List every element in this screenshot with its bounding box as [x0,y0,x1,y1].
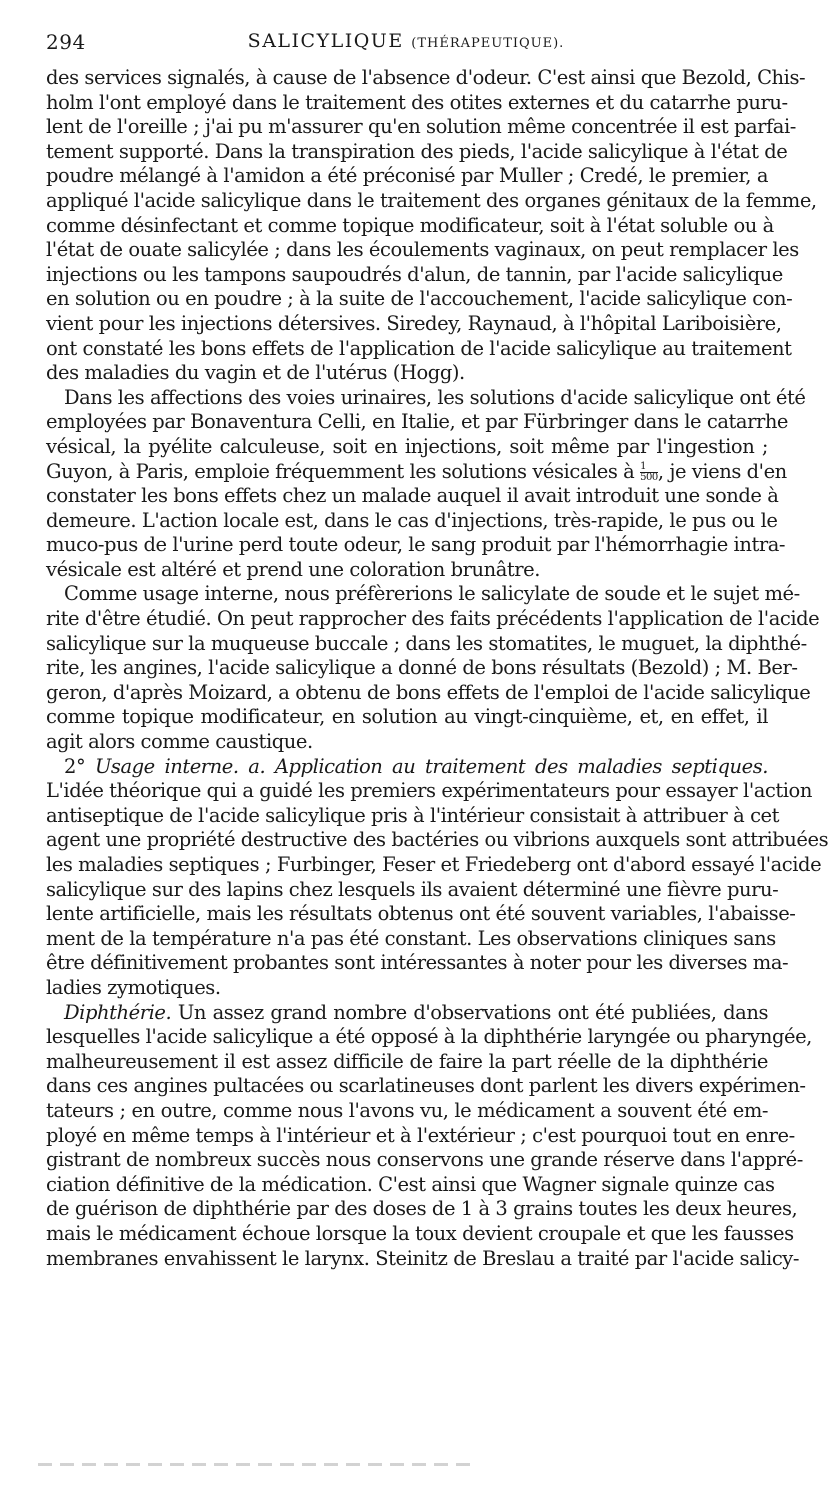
section-heading [46,755,768,780]
section-title: Usage interne. a. Application au traitement des maladies septiques. [94,754,768,778]
text-line: lesquelles l'acide salicylique a été opposé à la diphthérie laryngée ou pharyngée, [46,1025,812,1049]
running-header [46,30,766,62]
text-line-guyon [46,459,787,485]
body-text [46,66,828,1271]
text-line: l'état de ouate salicylée ; dans les écoulements vaginaux, on peut remplacer les [46,238,799,262]
text-line: injections ou les tampons saupoudrés d'alun, de tannin, par l'acide salicylique [46,262,783,286]
text-line: rite, les angines, l'acide salicylique a donné de bons résultats (Bezold) ; M. Ber- [46,656,798,680]
text-line: être définitivement probantes sont intéressantes à noter pour les diverses ma- [46,951,789,975]
text-line: ployé en même temps à l'intérieur et à l'extérieur ; c'est pourquoi tout en enre- [46,1123,795,1147]
text-line: membranes envahissent le larynx. Steinitz de Breslau a traité par l'acide salicy- [46,1246,800,1270]
text-line: rite d'être étudié. On peut rapprocher des faits précédents l'application de l'acide [46,607,820,631]
text-line: salicylique sur la muqueuse buccale ; dans les stomatites, le muguet, la diphthé- [46,631,807,655]
text-line: en solution ou en poudre ; à la suite de l'accouchement, l'acide salicylique con- [46,287,793,311]
text-line: vient pour les injections détersives. Siredey, Raynaud, à l'hôpital Lariboisière, [46,311,782,335]
text-line-diphtheria [46,1001,768,1026]
text-line: des services signalés, à cause de l'absence d'odeur. C'est ainsi que Bezold, Chis- [46,66,806,89]
text-line: antiseptique de l'acide salicylique pris à l'intérieur consistait à attribuer à cet [46,803,780,827]
text-line: appliqué l'acide salicylique dans le traitement des organes génitaux de la femme, [46,188,817,212]
fraction-numerator: 1 [640,462,658,473]
text-line: lent de l'oreille ; j'ai pu m'assurer qu'en solution même concentrée il est parfai- [46,115,796,139]
text-line: tateurs ; en outre, comme nous l'avons vu, le médicament a souvent été em- [46,1098,768,1122]
text-line: agent une propriété destructive des bactéries ou vibrions auxquels sont attribuées [46,828,828,852]
text-line: L'idée théorique qui a guidé les premiers expérimentateurs pour essayer l'action [46,779,812,803]
text-line: ladies zymotiques. [46,975,221,999]
text-line: malheureusement il est assez difficile de faire la part réelle de la diphthérie [46,1049,768,1073]
text-line: dans ces angines pultacées ou scarlatineuses dont parlent les divers expérimen- [46,1074,806,1098]
text-line: Comme usage interne, nous préfèrerions le salicylate de soude et le sujet mé- [64,582,800,606]
subsection-heading: Diphthérie. [64,1000,172,1024]
guyon-text-after: , je viens d'en [657,459,787,483]
footer-smudge [38,1463,478,1466]
guyon-text-before: Guyon, à Paris, emploie fréquemment les solutions vésicales à [46,459,641,483]
text-line: vésical, la pyélite calculeuse, soit en injections, soit même par l'ingestion ; [46,434,768,458]
text-line: comme topique modificateur, en solution au vingt-cinquième, et, en effet, il [46,705,768,729]
fraction [640,462,658,483]
text-line: geron, d'après Moizard, a obtenu de bons effets de l'emploi de l'acide salicylique [46,680,811,704]
text-line: de guérison de diphthérie par des doses de 1 à 3 grains toutes les deux heures, [46,1197,798,1221]
text-line: salicylique sur des lapins chez lesquels ils avaient déterminé une fièvre puru- [46,877,779,901]
text-line: gistrant de nombreux succès nous conservons une grande réserve dans l'appré- [46,1148,803,1172]
text-line: holm l'ont employé dans le traitement des otites externes et du catarrhe puru- [46,90,788,114]
text-line: constater les bons effets chez un malade auquel il avait introduit une sonde à [46,484,779,508]
text-line: tement supporté. Dans la transpiration des pieds, l'acide salicylique à l'état de [46,139,788,163]
text-line: lente artificielle, mais les résultats obtenus ont été souvent variables, l'abaisse- [46,902,796,926]
text-line: agit alors comme caustique. [46,730,313,754]
text-line: demeure. L'action locale est, dans le cas d'injections, très-rapide, le pus ou le [46,508,778,532]
text-line: comme désinfectant et comme topique modificateur, soit à l'état soluble ou à [46,213,774,237]
fraction-denominator: 500 [640,471,658,483]
text-line: muco-pus de l'urine perd toute odeur, le sang produit par l'hémorrhagie intra- [46,533,786,557]
text-line: ment de la température n'a pas été constant. Les observations cliniques sans [46,926,776,950]
running-title-sub: (THÉRAPEUTIQUE). [411,36,565,51]
page-number: 294 [46,30,86,54]
running-title [46,30,766,52]
text-line: ont constaté les bons effets de l'application de l'acide salicylique au traitement [46,336,792,360]
text-line: Dans les affections des voies urinaires, les solutions d'acide salicylique ont été [64,385,806,409]
text-line: mais le médicament échoue lorsque la toux devient croupale et que les fausses [46,1221,794,1245]
text-line: les maladies septiques ; Furbinger, Feser et Friedeberg ont d'abord essayé l'acide [46,853,822,876]
text-line: poudre mélangé à l'amidon a été préconisé par Muller ; Credé, le premier, a [46,164,768,188]
text-line: vésicale est altéré et prend une coloration brunâtre. [46,557,540,581]
text-line: des maladies du vagin et de l'utérus (Hogg). [46,361,465,385]
text-line: employées par Bonaventura Celli, en Italie, et par Fürbringer dans le catarrhe [46,410,789,434]
text-line: ciation définitive de la médication. C'est ainsi que Wagner signale quinze cas [46,1172,775,1196]
section-number: 2° [64,754,86,778]
running-title-main: SALICYLIQUE [247,30,404,52]
diphtheria-text: Un assez grand nombre d'observations ont été publiées, dans [177,1000,768,1024]
